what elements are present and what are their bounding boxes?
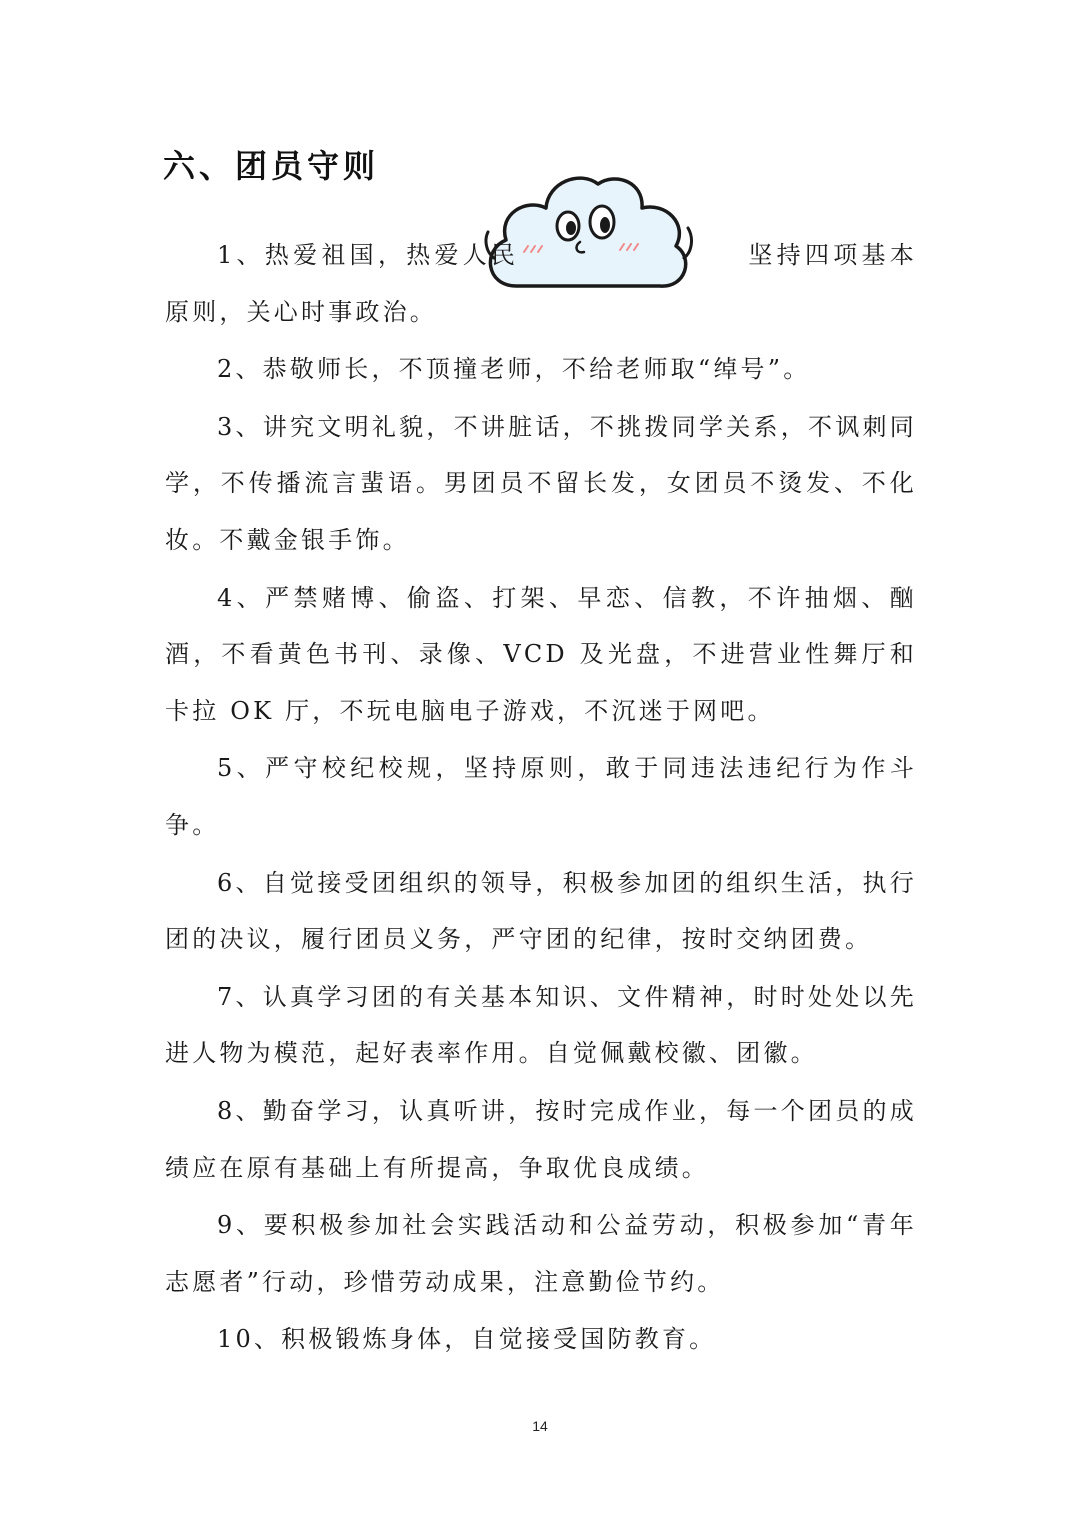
- cloud-spacer: [519, 243, 747, 263]
- rule-item: 4、严禁赌博、偷盗、打架、早恋、信教，不许抽烟、酗酒，不看黄色书刊、录像、VCD 及光盘，不进营业性舞厅和卡拉 OK 厅，不玩电脑电子游戏，不沉迷于网吧。: [165, 583, 917, 725]
- page-number: 14: [532, 1418, 548, 1434]
- rule-item: 6、自觉接受团组织的领导，积极参加团的组织生活，执行团的决议，履行团员义务，严守团的纪律，按时交纳团费。: [165, 868, 917, 954]
- rule-text-start: 1、热爱祖国，热爱人民: [217, 241, 520, 269]
- rule-item: 7、认真学习团的有关基本知识、文件精神，时时处处以先进人物为模范，起好表率作用。自觉佩戴校徽、团徽。: [165, 982, 917, 1068]
- rule-item: 2、恭敬师长，不顶撞老师，不给老师取“绰号”。: [217, 355, 811, 384]
- rule-item: 3、讲究文明礼貌，不讲脏话，不挑拨同学关系，不讽刺同学，不传播流言蜚语。男团员不留长发，女团员不烫发、不化妆。不戴金银手饰。: [165, 412, 917, 554]
- page-title: 六、团员守则: [163, 147, 380, 185]
- rule-item: 9、要积极参加社会实践活动和公益劳动，积极参加“青年志愿者”行动，珍惜劳动成果，注意勤俭节约。: [165, 1211, 917, 1296]
- rule-item: 8、勤奋学习，认真听讲，按时完成作业，每一个团员的成绩应在原有基础上有所提高，争取优良成绩。: [165, 1096, 917, 1182]
- rule-item: 10、积极锻炼身体，自觉接受国防教育。: [217, 1325, 717, 1354]
- rule-item: [165, 227, 917, 340]
- rule-item: 5、严守校纪校规，坚持原则，敢于同违法违纪行为作斗争。: [165, 754, 917, 839]
- rule-text-end: 坚持四项基本原则，关心时事政治。: [165, 241, 917, 326]
- rules-list: [165, 227, 917, 1369]
